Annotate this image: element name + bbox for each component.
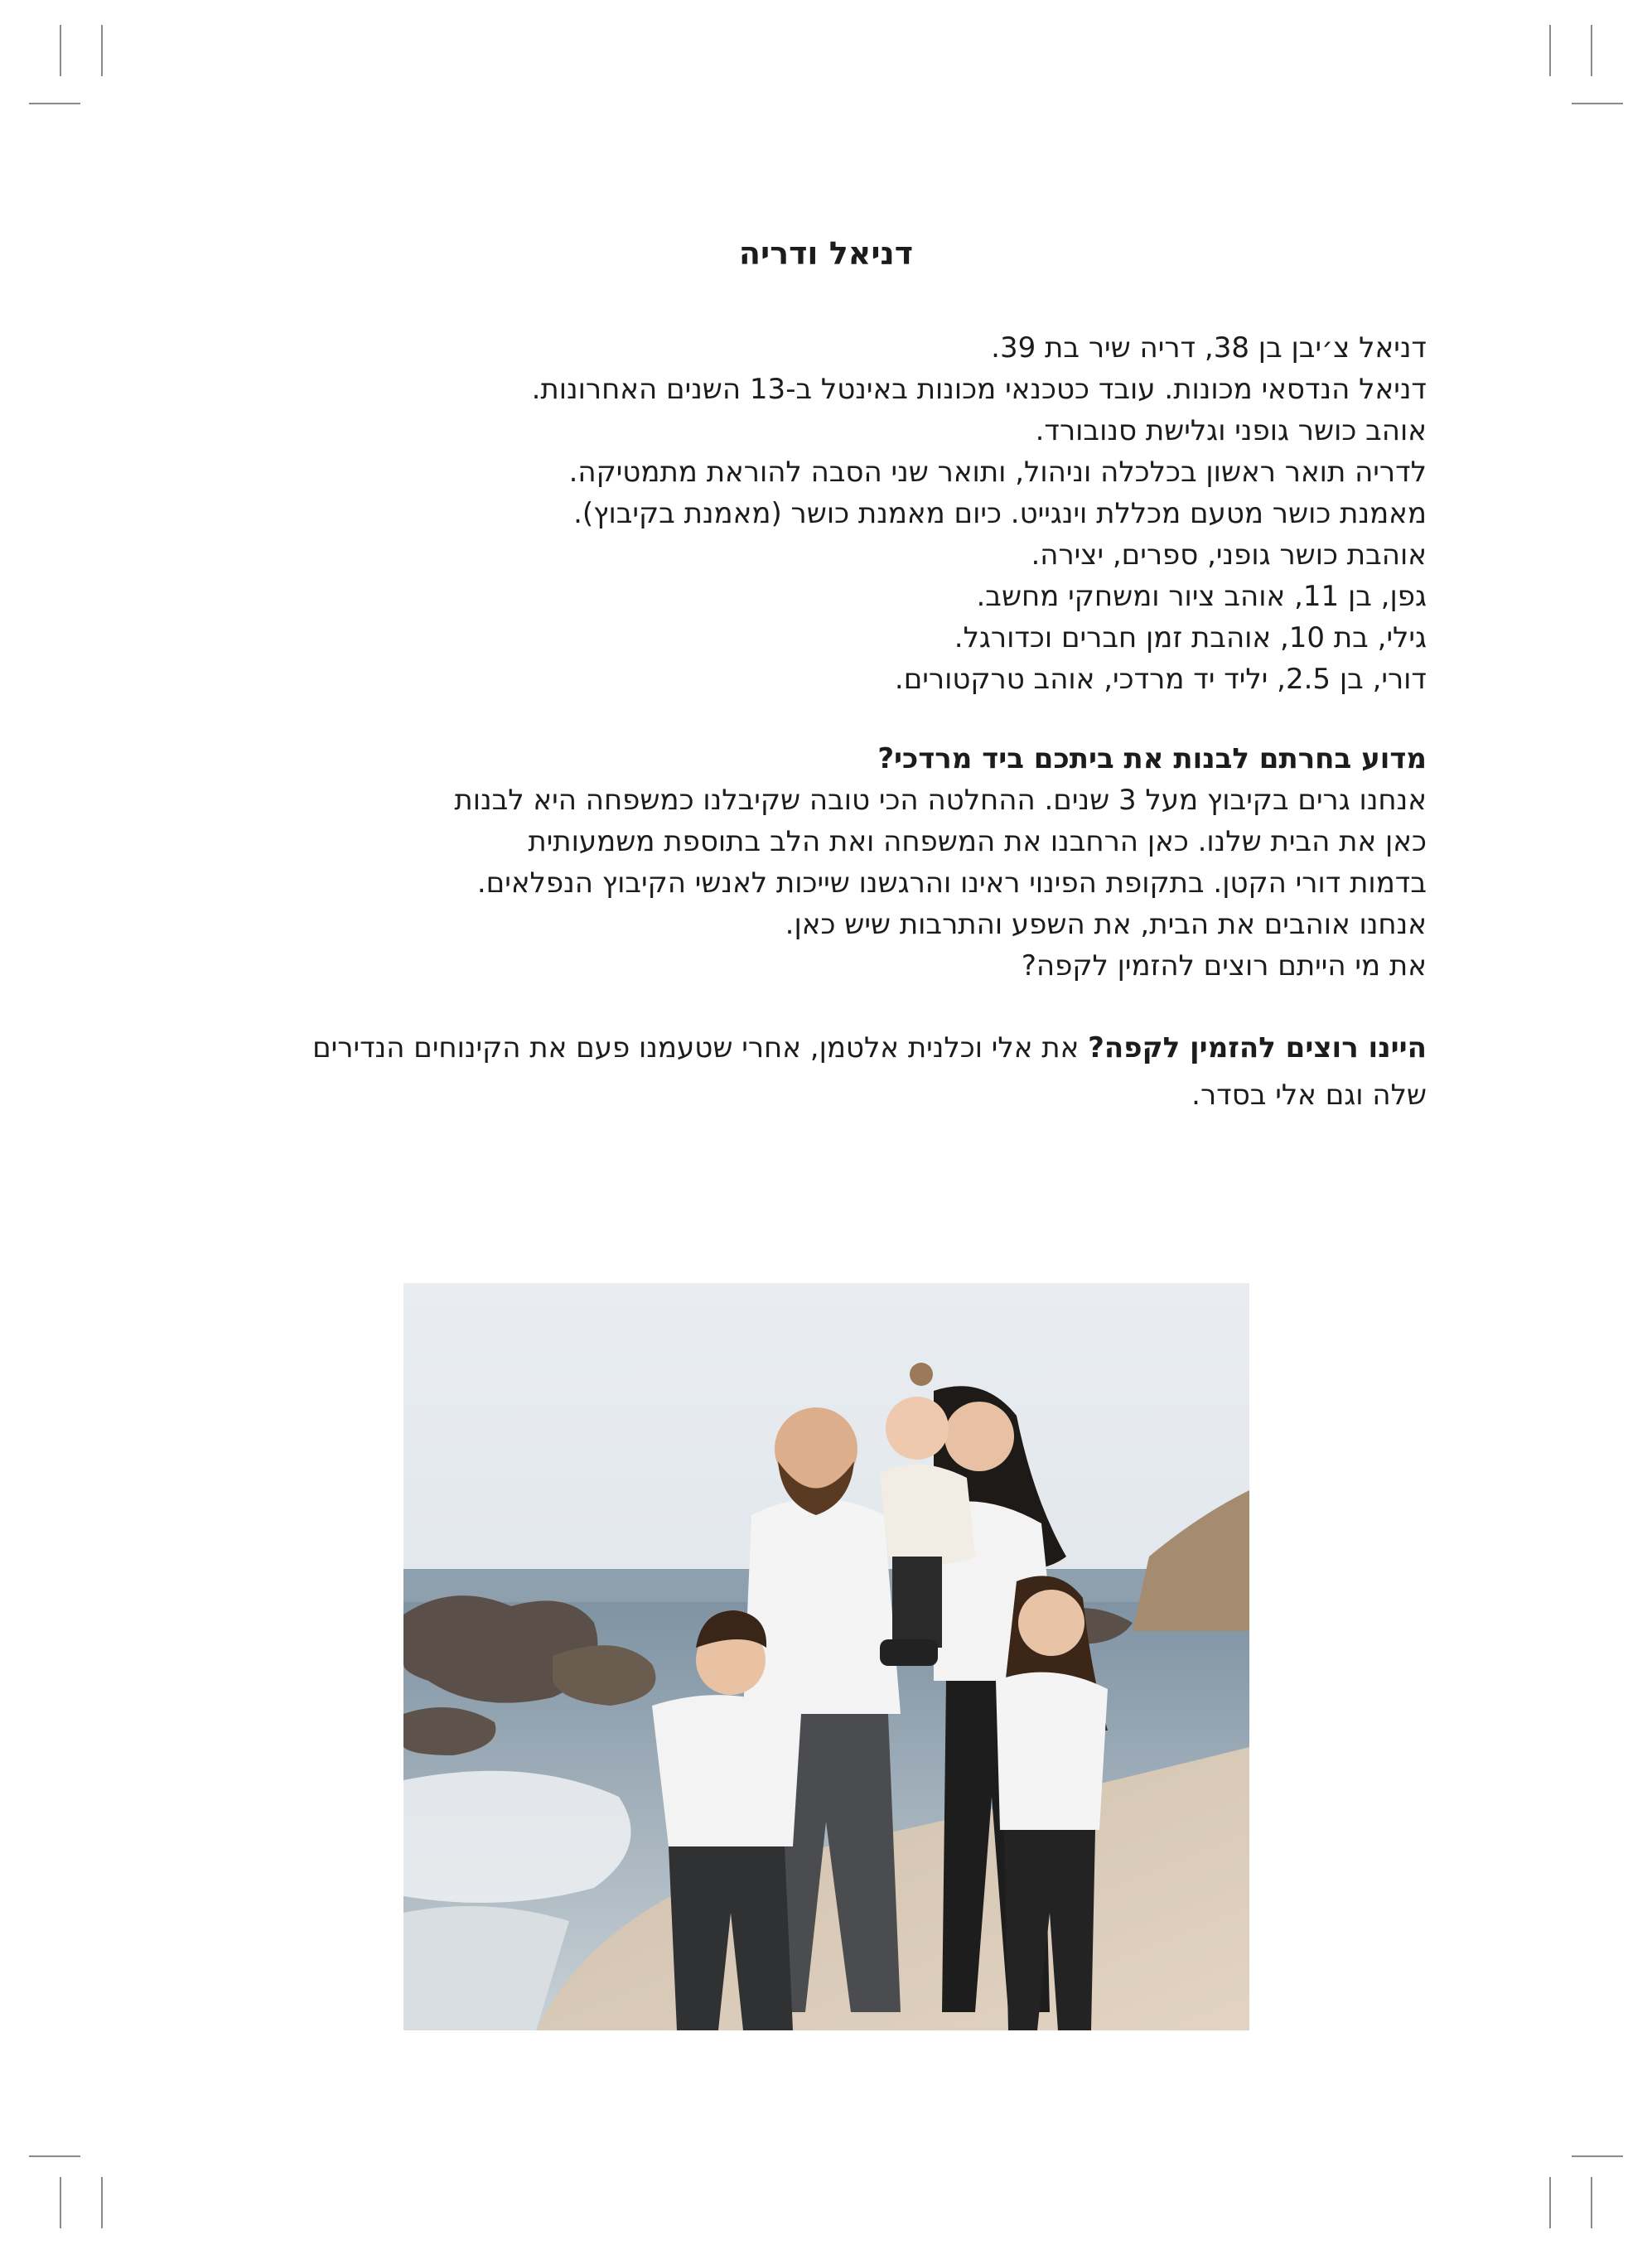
intro-line: גילי, בת 10, אוהבת זמן חברים וכדורגל. bbox=[954, 621, 1427, 654]
crop-mark bbox=[1572, 2155, 1623, 2157]
why-line: אנחנו גרים בקיבוץ מעל 3 שנים. ההחלטה הכי טובה שקיבלנו כמשפחה היא לבנות bbox=[454, 784, 1427, 817]
crop-mark bbox=[60, 2177, 61, 2228]
coffee-answer: את אלי וכלנית אלטמן, אחרי שטעמנו פעם את הקינוחים הנדירים שלה וגם אלי בסדר. bbox=[312, 1031, 1427, 1112]
why-line: אנחנו אוהבים את הבית, את השפע והתרבות שיש כאן. bbox=[785, 908, 1427, 941]
page-title: דניאל ודריה bbox=[738, 235, 914, 272]
why-heading: מדוע בחרתם לבנות את ביתכם ביד מרדכי? bbox=[877, 742, 1427, 775]
intro-line: אוהבת כושר גופני, ספרים, יצירה. bbox=[1031, 538, 1427, 572]
intro-line: דורי, בן 2.5, יליד יד מרדכי, אוהב טרקטורים. bbox=[894, 663, 1427, 696]
intro-line: גפן, בן 11, אוהב ציור ומשחקי מחשב. bbox=[976, 580, 1427, 613]
crop-mark bbox=[1549, 25, 1551, 76]
crop-mark bbox=[1572, 103, 1623, 104]
crop-mark bbox=[101, 25, 103, 76]
family-photo bbox=[403, 1283, 1249, 2030]
crop-mark bbox=[29, 2155, 80, 2157]
intro-line: לדריה תואר ראשון בכלכלה וניהול, ותואר שני הסבה להוראת מתמטיקה. bbox=[568, 456, 1427, 489]
why-line: את מי הייתם רוצים להזמין לקפה? bbox=[1021, 949, 1427, 982]
intro-line: דניאל הנדסאי מכונות. עובד כטכנאי מכונות באינטל ב-13 השנים האחרונות. bbox=[531, 373, 1427, 406]
crop-mark bbox=[29, 103, 80, 104]
crop-mark bbox=[1549, 2177, 1551, 2228]
crop-mark bbox=[60, 25, 61, 76]
article-body bbox=[250, 327, 1427, 1119]
why-line: כאן את הבית שלנו. כאן הרחבנו את המשפחה ואת הלב בתוספת משמעותית bbox=[528, 825, 1427, 858]
intro-line: מאמנת כושר מטעם מכללת וינגייט. כיום מאמנת כושר (מאמנת בקיבוץ). bbox=[573, 497, 1427, 530]
intro-line: אוהב כושר גופני וגלישת סנובורד. bbox=[1035, 414, 1427, 447]
crop-mark bbox=[101, 2177, 103, 2228]
coffee-paragraph bbox=[275, 1025, 1427, 1119]
intro-line: דניאל צ׳יבן בן 38, דריה שיר בת 39. bbox=[991, 331, 1427, 364]
crop-mark bbox=[1591, 2177, 1592, 2228]
crop-mark bbox=[1591, 25, 1592, 76]
why-line: בדמות דורי הקטן. בתקופת הפינוי ראינו והרגשנו שייכות לאנשי הקיבוץ הנפלאים. bbox=[476, 866, 1427, 900]
coffee-question: היינו רוצים להזמין לקפה? bbox=[1088, 1031, 1427, 1064]
